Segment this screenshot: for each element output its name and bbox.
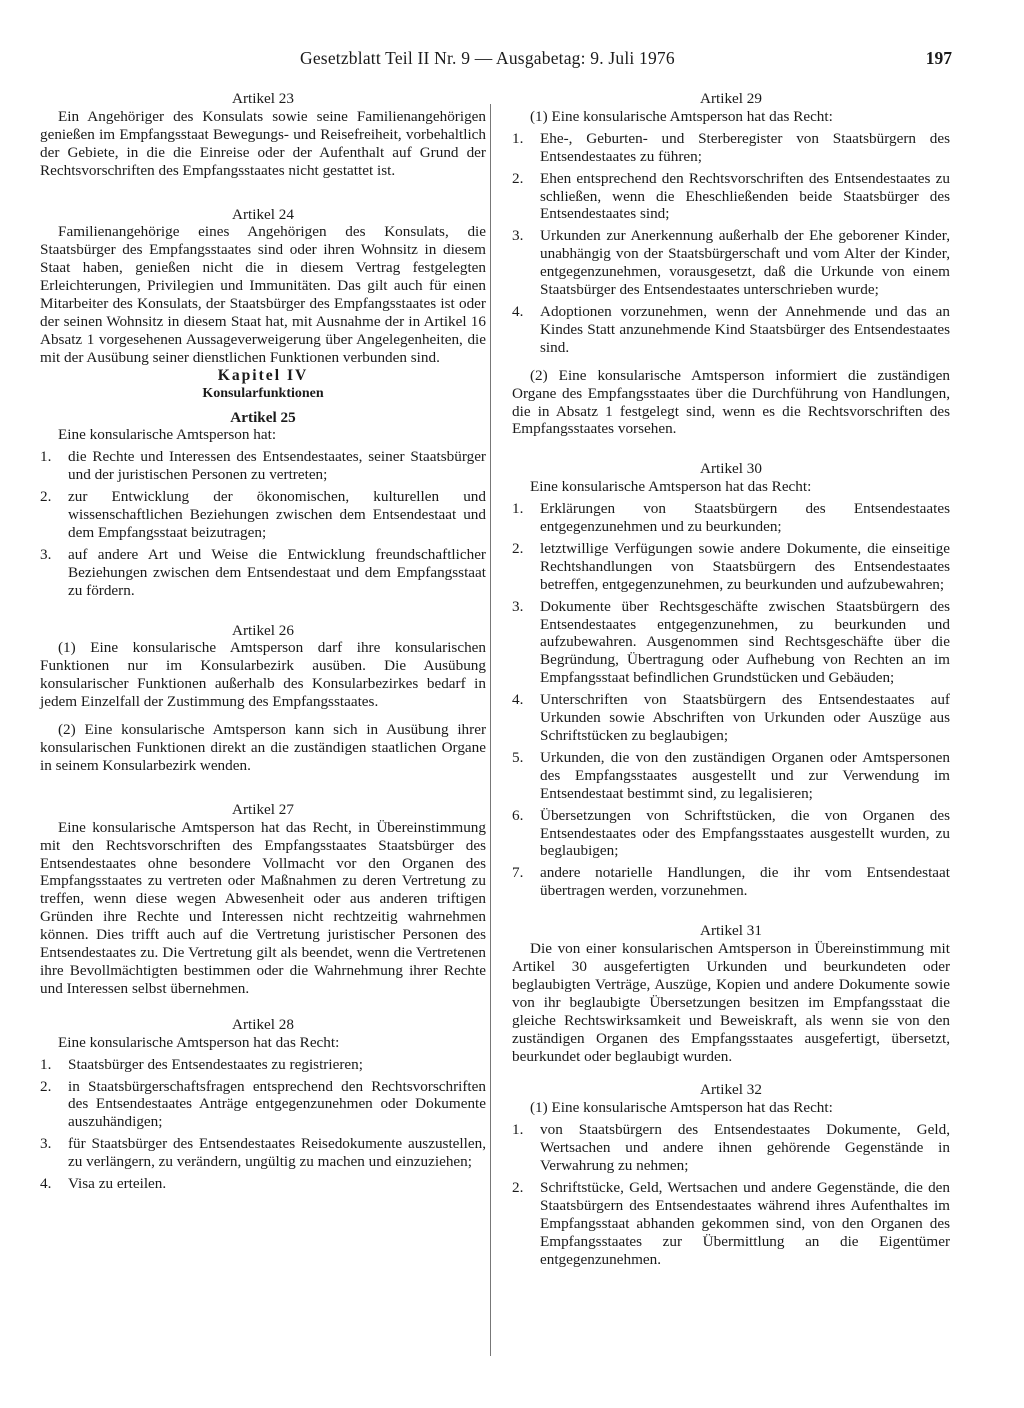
article-29-intro: (1) Eine konsularische Amtsperson hat das Recht:	[530, 107, 833, 125]
list-item	[512, 864, 950, 900]
list-item	[40, 488, 486, 542]
item-text: andere notarielle Handlungen, die ihr vom Entsendestaat übertragen werden, vorzunehmen.	[540, 864, 950, 900]
item-number: 6.	[512, 806, 524, 824]
article-29-list	[512, 130, 950, 357]
item-number: 3.	[40, 1135, 52, 1153]
article-28-title: Artikel 28	[231, 1015, 294, 1033]
list-item	[512, 807, 950, 861]
list-item	[512, 691, 950, 745]
article-31-text: Die von einer konsularischen Amtsperson in Übereinstimmung mit Artikel 30 ausgefertigten Urkunden und beurkundeten oder beglaubigten Verträge, Auszüge, Kopien und andere Dokumente sowie von ihr beglaubigte Übersetzungen besitzen im Empfangsstaat die gleiche Rechtswirksamkeit und Beweiskraft, als wenn sie von den zuständigen Organen des Empfangsstaates ausgefertigt, übersetzt, beurkundet oder beglaubigt wurden.	[512, 940, 950, 1065]
list-item	[512, 130, 950, 166]
article-25-intro: Eine konsularische Amtsperson hat:	[58, 426, 277, 444]
item-text: letztwillige Verfügungen sowie andere Dokumente, die einseitige Rechtshandlungen von Staatsbürgern des Entsendestaates betreffen, entgegenzunehmen, zu beurkunden und aufzubewahren;	[540, 539, 950, 593]
article-31-title: Artikel 31	[699, 922, 762, 940]
item-number: 1.	[40, 448, 52, 466]
list-item	[40, 1056, 486, 1074]
item-text: Ehen entsprechend den Rechtsvorschriften des Entsendestaates zu schließen, wenn die Eheschließenden beide Staatsbürger des Entsendestaates sind;	[540, 169, 950, 223]
item-text: auf andere Art und Weise die Entwicklung freundschaftlicher Beziehungen zwischen dem Entsendestaat und dem Empfangsstaat zu fördern.	[68, 545, 486, 599]
item-text: Adoptionen vorzunehmen, wenn der Annehmende und das an Kindes Statt anzunehmende Kind Staatsbürger des Entsendestaates sind.	[540, 302, 950, 356]
list-item	[512, 227, 950, 299]
item-number: 3.	[40, 545, 52, 563]
item-number: 4.	[512, 302, 524, 320]
list-item	[512, 1179, 950, 1269]
item-text: von Staatsbürgern des Entsendestaates Dokumente, Geld, Wertsachen und andere ihnen gehörende Gegenstände in Verwahrung zu nehmen;	[540, 1121, 950, 1175]
list-item	[40, 1135, 486, 1171]
item-number: 4.	[512, 691, 524, 709]
item-text: die Rechte und Interessen des Entsendestaates, seiner Staatsbürger und der juristischen Personen zu vertreten;	[68, 448, 486, 484]
item-number: 1.	[40, 1055, 52, 1073]
item-number: 1.	[512, 1121, 524, 1139]
chapter-subtitle: Konsularfunktionen	[202, 385, 324, 401]
article-32-list	[512, 1121, 950, 1268]
article-25-title: Artikel 25	[230, 408, 296, 426]
article-26-paragraph-1: (1) Eine konsularische Amtsperson darf ihre konsularischen Funktionen nur im Konsularbezirk ausüben. Die Ausübung konsularischer Funktionen außerhalb des Konsularbezirkes bedarf in jedem Einzelfall der Zustimmung des Empfangsstaates.	[40, 639, 486, 711]
item-number: 2.	[512, 539, 524, 557]
item-text: in Staatsbürgerschaftsfragen entsprechend den Rechtsvorschriften des Entsendestaates Anträge entgegenzunehmen oder Dokumente auszuhändigen;	[68, 1077, 486, 1131]
item-text: Erklärungen von Staatsbürgern des Entsendestaates entgegenzunehmen und zu beurkunden;	[540, 500, 950, 536]
gazette-title: Gesetzblatt Teil II Nr. 9 — Ausgabetag: 9. Juli 1976	[300, 48, 675, 68]
item-text: Übersetzungen von Schriftstücken, die von Organen des Entsendestaates oder des Empfangsstaates ausgestellt wurden, zu beglaubigen;	[540, 806, 950, 860]
item-text: Ehe-, Geburten- und Sterberegister von Staatsbürgern des Entsendestaates zu führen;	[540, 129, 950, 165]
item-text: Urkunden, die von den zuständigen Organen oder Amtspersonen des Empfangsstaates ausgestellt und zur Verwendung im Entsendestaat bestimmt sind, zu legalisieren;	[540, 748, 950, 802]
item-number: 1.	[512, 129, 524, 147]
item-number: 4.	[40, 1175, 52, 1193]
list-item	[512, 540, 950, 594]
right-column	[512, 90, 950, 1272]
list-item	[512, 1121, 950, 1175]
item-number: 2.	[40, 488, 52, 506]
page-header	[64, 48, 952, 72]
left-column	[40, 90, 486, 1197]
item-text: Visa zu erteilen.	[68, 1175, 167, 1193]
item-number: 5.	[512, 748, 524, 766]
list-item	[512, 303, 950, 357]
article-30-list	[512, 500, 950, 900]
item-text: Dokumente über Rechtsgeschäfte zwischen Staatsbürgern des Entsendestaates entgegenzunehmen, zu beurkunden und aufzubewahren. Ausgenommen sind Rechtsgeschäfte über die Begründung, Übertragung oder Aufhebung von Rechten an im Empfangsstaat befindlichen Grundstücken und Gebäuden;	[540, 597, 950, 687]
item-number: 3.	[512, 597, 524, 615]
article-29-title: Artikel 29	[699, 90, 762, 107]
article-23-title: Artikel 23	[231, 90, 294, 107]
item-text: Schriftstücke, Geld, Wertsachen und andere Gegenstände, die den Staatsbürgern des Entsendestaates während ihres Aufenthaltes im Empfangsstaat abhanden gekommen sind, von den Organen des Empfangsstaates zur Übermittlung an die Eigentümer entgegenzunehmen.	[540, 1178, 950, 1268]
article-27-title: Artikel 27	[231, 800, 294, 818]
list-item	[512, 749, 950, 803]
article-28-list	[40, 1056, 486, 1193]
article-30-title: Artikel 30	[699, 460, 762, 478]
article-30-intro: Eine konsularische Amtsperson hat das Recht:	[530, 478, 812, 496]
list-item	[40, 448, 486, 484]
article-29-paragraph-2: (2) Eine konsularische Amtsperson informiert die zuständigen Organe des Empfangsstaates über die Durchführung von Handlungen, die in Absatz 1 festgelegt sind, wenn es die Rechtsvorschriften des Empfangsstaates vorsehen.	[512, 366, 950, 438]
item-number: 7.	[512, 864, 524, 882]
item-number: 1.	[512, 500, 524, 518]
article-28-intro: Eine konsularische Amtsperson hat das Recht:	[58, 1033, 340, 1051]
page-number: 197	[925, 48, 952, 68]
item-number: 2.	[512, 169, 524, 187]
list-item	[40, 1175, 486, 1193]
article-24-title: Artikel 24	[231, 205, 294, 223]
article-32-intro: (1) Eine konsularische Amtsperson hat das Recht:	[530, 1099, 833, 1117]
article-27-text: Eine konsularische Amtsperson hat das Recht, in Übereinstimmung mit den Rechtsvorschriften des Empfangsstaates Staatsbürger des Entsendestaates ohne besondere Vollmacht vor den Organen des Empfangsstaates zu vertreten oder Maßnahmen zu deren Vertretung zu treffen, wenn diese wegen Abwesenheit oder aus anderen triftigen Gründen ihre Rechte und Interessen nicht rechtzeitig wahrnehmen können. Dies trifft auch auf die Vertretung juristischer Personen des Entsendestaates zu. Die Vertretung gilt als beendet, wenn die Vertretenen ihre Bevollmächtigten bestimmen oder die Wahrnehmung ihrer Rechte und Interessen selbst übernehmen.	[40, 818, 486, 997]
item-text: zur Entwicklung der ökonomischen, kulturellen und wissenschaftlichen Beziehungen zwischen dem Entsendestaat und dem Empfangsstaat beizutragen;	[68, 488, 486, 541]
item-number: 2.	[512, 1178, 524, 1196]
article-26-paragraph-2: (2) Eine konsularische Amtsperson kann sich in Ausübung ihrer konsularischen Funktionen direkt an die zuständigen staatlichen Organe in seinem Konsularbezirk wenden.	[40, 721, 486, 774]
list-item	[40, 1078, 486, 1132]
item-text: Urkunden zur Anerkennung außerhalb der Ehe geborener Kinder, unabhängig von der Staatsbürgerschaft und vom Alter der Kinder, entgegenzunehmen, vorausgesetzt, daß die Urkunde von einem Staatsbürger des Entsendestaates unterschrieben wurde;	[540, 227, 950, 299]
article-25-list	[40, 448, 486, 599]
list-item	[40, 546, 486, 600]
list-item	[512, 500, 950, 536]
item-text: Unterschriften von Staatsbürgern des Entsendestaates auf Urkunden sowie Abschriften von Urkunden oder Auszüge aus Schriftstücken zu beglaubigen;	[540, 691, 950, 744]
item-text: Staatsbürger des Entsendestaates zu registrieren;	[68, 1055, 363, 1073]
article-32-title: Artikel 32	[699, 1081, 762, 1099]
list-item	[512, 170, 950, 224]
column-divider	[490, 104, 491, 1356]
article-23-text: Ein Angehöriger des Konsulats sowie seine Familienangehörigen genießen im Empfangsstaat Bewegungs- und Reisefreiheit, vorbehaltlich der Gebiete, in die die Einreise oder der Aufenthalt auf Grund der Rechtsvorschriften des Empfangsstaates nicht gestattet ist.	[40, 107, 486, 179]
article-24-text: Familienangehörige eines Angehörigen des Konsulats, die Staatsbürger des Empfangsstaates sind oder ihren Wohnsitz in diesem Staat haben, genießen nicht die in diesem Vertrag festgelegten Erleichterungen, Privilegien und Immunitäten. Das gilt auch für einen Mitarbeiter des Konsulats, der Staatsbürger des Empfangsstaates ist oder der seinen Wohnsitz in diesem Staat hat, mit Ausnahme der in Artikel 16 Absatz 1 vorgesehenen Aussageverweigerung über Angelegenheiten, die mit der Ausübung seiner dienstlichen Funktionen verbunden sind.	[40, 223, 486, 366]
chapter-title: Kapitel IV	[217, 366, 309, 384]
item-number: 3.	[512, 227, 524, 245]
list-item	[512, 598, 950, 688]
item-number: 2.	[40, 1077, 52, 1095]
item-text: für Staatsbürger des Entsendestaates Reisedokumente auszustellen, zu verlängern, zu verändern, ungültig zu machen und einzuziehen;	[68, 1135, 486, 1171]
article-26-title: Artikel 26	[231, 621, 294, 639]
